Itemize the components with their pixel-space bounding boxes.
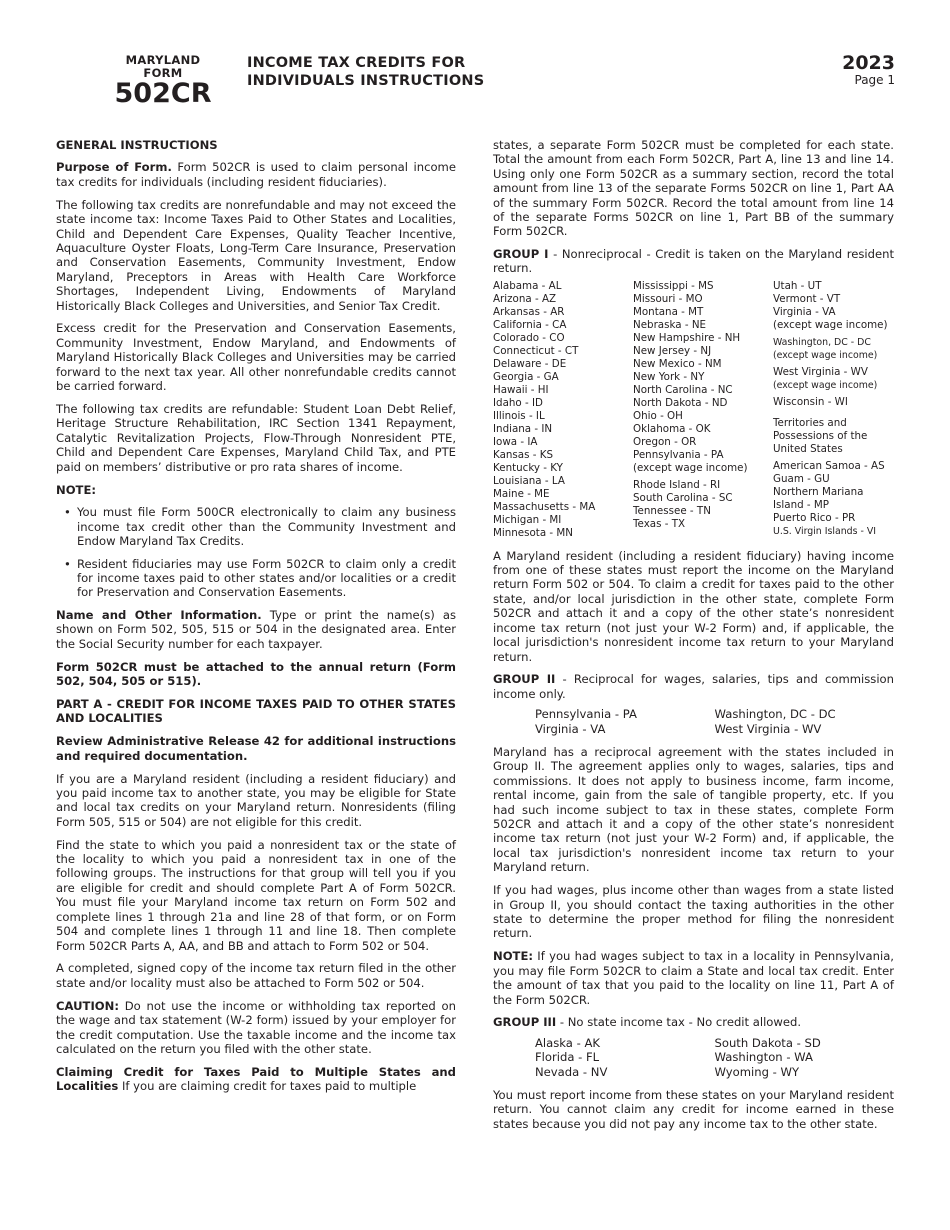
- page-title: [247, 55, 484, 90]
- state-item: South Carolina - SC: [633, 491, 733, 504]
- note-bullet: • Resident fiduciaries may use Form 502CR to claim only a credit for income taxes paid to other states and/or localities or a credit for Preservation and Conservation Easements.: [64, 557, 456, 600]
- caution-lead: CAUTION:: [56, 998, 119, 1013]
- state-item: Alaska - AK: [535, 1035, 600, 1050]
- form-word-label: FORM: [143, 65, 183, 80]
- page-number: Page 1: [854, 73, 895, 87]
- group-3-heading: [493, 1015, 894, 1029]
- state-item: Rhode Island - RI: [633, 478, 721, 491]
- group-2-text: - Reciprocal for wages, salaries, tips and commission income only.: [493, 672, 895, 701]
- state-item: Kansas - KS: [493, 448, 553, 461]
- state-item: California - CA: [493, 318, 567, 331]
- state-item: Connecticut - CT: [493, 344, 579, 357]
- group-1-column-2: [633, 280, 773, 540]
- form-state-label: MARYLAND: [125, 53, 201, 67]
- purpose-text: Form 502CR is used to claim personal income tax credits for individuals (including resident fiduciaries).: [56, 160, 456, 189]
- group-2-lead: GROUP II: [493, 672, 556, 687]
- state-note: (except wage income): [773, 349, 878, 361]
- state-item: Utah - UT: [773, 279, 822, 292]
- name-info-paragraph: [56, 608, 456, 651]
- find-state-paragraph: Find the state to which you paid a nonresident tax or the state of the locality to which you paid a nonresident tax in one of the following groups. The instructions for that group will tell you if you are eligible for credit and should complete Part A of Form 502CR. You must file your Maryland income tax return on Form 502 and complete lines 1 through 21a and line 28 of that form, or on Form 504 and complete lines 1 through 11 and line 18. Then complete Form 502CR Parts A, AA, and BB and attach to Form 502 or 504.: [56, 837, 456, 953]
- state-item: Washington, DC - DC: [714, 707, 836, 722]
- title-line-1: INCOME TAX CREDITS FOR: [247, 55, 466, 71]
- group-3-lead: GROUP III: [493, 1015, 557, 1030]
- state-item: Oklahoma - OK: [633, 422, 711, 435]
- refundable-paragraph: The following tax credits are refundable: Student Loan Debt Relief, Heritage Structure Rehabilitation, IRC Section 1341 Repayment, Catalytic Revitalization Projects, Flow-Through Nonresident PTE, Child and Dependent Care Expenses, Maryland Child Tax, and PTE paid on members’ distributive or pro rata shares of income.: [56, 402, 456, 474]
- purpose-paragraph: [56, 160, 456, 189]
- territories-heading-line: Possessions of the: [773, 429, 868, 442]
- group-1-paragraph: A Maryland resident (including a resident fiduciary) having income from one of these states must report the income on the Maryland return Form 502 or 504. To claim a credit for taxes paid to the other state, and/or local jurisdiction in the other state, complete Form 502CR and attach it and a copy of the other state’s nonresident income tax return (not just your W-2 Form) and, if applicable, the local jurisdiction's nonresident income tax return to your Maryland return.: [493, 548, 894, 664]
- state-note: (except wage income): [773, 318, 888, 331]
- state-item: Virginia - VA: [535, 721, 606, 736]
- state-item: North Dakota - ND: [633, 396, 728, 409]
- territory-item: Island - MP: [773, 498, 829, 511]
- state-note: (except wage income): [773, 379, 878, 391]
- state-item: West Virginia - WV: [714, 721, 822, 736]
- territory-item: U.S. Virgin Islands - VI: [773, 525, 877, 537]
- claiming-lead: Claiming Credit for Taxes Paid to Multiple States and Localities: [56, 1064, 456, 1094]
- state-item: Montana - MT: [633, 305, 704, 318]
- state-item: Indiana - IN: [493, 422, 553, 435]
- nonrefundable-paragraph: The following tax credits are nonrefundable and may not exceed the state income tax: Income Taxes Paid to Other States and Localities, Child and Dependent Care Expenses, Quality Teacher Incentive, Aquaculture Oyster Floats, Long-Term Care Insurance, Preservation and Conservation Easements, Community Investment, Endow Maryland, Preceptors in Areas with Health Care Workforce Shortages, Independent Living, Endowments of Maryland Historically Black Colleges and Universities, and Senior Tax Credit.: [56, 197, 456, 313]
- state-item: Florida - FL: [535, 1050, 600, 1065]
- group-1-column-1: [493, 280, 633, 540]
- tax-year-block: [842, 52, 895, 87]
- group-1-lead: GROUP I: [493, 246, 549, 261]
- territory-item: American Samoa - AS: [773, 459, 885, 472]
- state-item: Oregon - OR: [633, 435, 697, 448]
- state-item: West Virginia - WV: [773, 365, 868, 378]
- state-item: Washington, DC - DC: [773, 336, 871, 348]
- tax-year: 2023: [842, 52, 895, 74]
- pennsylvania-note: [493, 949, 894, 1007]
- state-item: Delaware - DE: [493, 357, 567, 370]
- name-info-text: Type or print the name(s) as shown on Form 502, 505, 515 or 504 in the designated area. Enter the Social Security number for each taxpayer.: [56, 607, 456, 651]
- state-item: Louisiana - LA: [493, 474, 565, 487]
- state-item: Pennsylvania - PA: [633, 448, 724, 461]
- state-item: Hawaii - HI: [493, 383, 549, 396]
- group-1-text: - Nonreciprocal - Credit is taken on the Maryland resident return.: [493, 246, 895, 276]
- form-identifier: [108, 54, 218, 109]
- multiple-states-continued: states, a separate Form 502CR must be completed for each state. Total the amount from each Form 502CR, Part A, line 13 and line 14. Using only one Form 502CR as a summary section, record the total amount from line 13 of the separate Forms 502CR on line 1, Part AA of the summary Form 502CR. Record the total amount from line 14 of the separate Forms 502CR on line 1, Part BB of the summary Form 502CR.: [493, 138, 894, 239]
- state-item: Mississippi - MS: [633, 279, 714, 292]
- state-item: Colorado - CO: [493, 331, 565, 344]
- attach-notice: Form 502CR must be attached to the annual return (Form 502, 504, 505 or 515).: [56, 659, 456, 688]
- state-item: Missouri - MO: [633, 292, 703, 305]
- state-item: South Dakota - SD: [714, 1035, 821, 1050]
- territories-heading-line: United States: [773, 442, 843, 455]
- state-item: Arkansas - AR: [493, 305, 565, 318]
- state-item: Wisconsin - WI: [773, 395, 848, 408]
- territory-item: Puerto Rico - PR: [773, 511, 856, 524]
- group-3-text: - No state income tax - No credit allowed.: [556, 1015, 802, 1030]
- group-1-column-3: [773, 280, 894, 540]
- territory-item: Guam - GU: [773, 472, 830, 485]
- review-notice: Review Administrative Release 42 for additional instructions and required documentation.: [56, 734, 456, 763]
- group-1-state-list: [493, 280, 894, 540]
- state-item: Kentucky - KY: [493, 461, 563, 474]
- state-item: Wyoming - WY: [714, 1064, 800, 1079]
- pennsylvania-note-text: If you had wages subject to tax in a locality in Pennsylvania, you may file Form 502CR to claim a State and local tax credit. Enter the amount of tax that you paid to the locality on line 11, Part A of the Form 502CR.: [493, 949, 894, 1007]
- state-item: New York - NY: [633, 370, 705, 383]
- resident-paragraph: If you are a Maryland resident (including a resident fiduciary) and you paid income tax to another state, you may be eligible for State and local tax credits on your Maryland return. Nonresidents (filing Form 505, 515 or 504) are not eligible for this credit.: [56, 771, 456, 829]
- state-item: Texas - TX: [633, 517, 686, 530]
- state-item: Arizona - AZ: [493, 292, 557, 305]
- state-item: Vermont - VT: [773, 292, 841, 305]
- caution-paragraph: [56, 999, 456, 1057]
- state-item: Idaho - ID: [493, 396, 543, 409]
- state-item: Minnesota - MN: [493, 526, 573, 539]
- group-3-paragraph: You must report income from these states on your Maryland resident return. You cannot claim any credit for income earned in these states because you did not pay any income tax to the other state.: [493, 1088, 894, 1131]
- state-item: North Carolina - NC: [633, 383, 733, 396]
- note-heading: NOTE:: [56, 482, 97, 497]
- state-item: Illinois - IL: [493, 409, 545, 422]
- note-bullet: • You must file Form 500CR electronically to claim any business income tax credit other than the Community Investment and Endow Maryland Tax Credits.: [64, 505, 456, 548]
- state-item: Massachusetts - MA: [493, 500, 596, 513]
- state-item: New Hampshire - NH: [633, 331, 741, 344]
- right-column: [493, 138, 894, 1140]
- group-2-state-list: [493, 707, 894, 736]
- title-line-2: INDIVIDUALS INSTRUCTIONS: [247, 72, 485, 89]
- state-item: Georgia - GA: [493, 370, 559, 383]
- territories-heading-line: Territories and: [773, 416, 847, 429]
- state-item: Alabama - AL: [493, 279, 562, 292]
- page-header: [0, 0, 950, 120]
- group-1-heading: [493, 247, 894, 276]
- state-item: Iowa - IA: [493, 435, 538, 448]
- name-info-lead: Name and Other Information.: [56, 607, 262, 622]
- pennsylvania-note-lead: NOTE:: [493, 949, 534, 964]
- excess-paragraph: Excess credit for the Preservation and Conservation Easements, Community Investment, Endow Maryland, and Endowments of Maryland Historically Black Colleges and Universities may be carried forward to the next tax year. All other nonrefundable credits cannot be carried forward.: [56, 321, 456, 394]
- part-a-heading: PART A - CREDIT FOR INCOME TAXES PAID TO OTHER STATES AND LOCALITIES: [56, 696, 456, 726]
- state-item: Virginia - VA: [773, 305, 836, 318]
- state-item: Maine - ME: [493, 487, 550, 500]
- state-item: Tennessee - TN: [633, 504, 711, 517]
- group-2-paragraph: Maryland has a reciprocal agreement with the states included in Group II. The agreement applies only to wages, salaries, tips and commissions. It does not apply to business income, farm income, rental income, gain from the sale of tangible property, etc. If you had such income subject to tax in these states, complete Form 502CR and attach it and a copy of the other state’s nonresident income tax return (not just your W-2 Form) and, if applicable, the local tax jurisdiction's nonresident income tax return to your Maryland return.: [493, 745, 894, 875]
- completed-copy-paragraph: A completed, signed copy of the income tax return filed in the other state and/or locality must also be attached to Form 502 or 504.: [56, 961, 456, 990]
- form-number: 502CR: [114, 78, 212, 109]
- general-instructions-heading: GENERAL INSTRUCTIONS: [56, 138, 218, 152]
- state-item: Nebraska - NE: [633, 318, 707, 331]
- purpose-lead: Purpose of Form.: [56, 160, 172, 175]
- state-item: Washington - WA: [714, 1050, 813, 1065]
- claiming-text: If you are claiming credit for taxes paid to multiple: [118, 1079, 417, 1094]
- state-note: (except wage income): [633, 461, 748, 474]
- left-column: [56, 138, 456, 1102]
- territory-item: Northern Mariana: [773, 485, 864, 498]
- state-item: Ohio - OH: [633, 409, 683, 422]
- state-item: New Jersey - NJ: [633, 344, 712, 357]
- state-item: New Mexico - NM: [633, 357, 722, 370]
- caution-text: Do not use the income or withholding tax reported on the wage and tax statement (W-2 form) issued by your employer for the credit computation. Use the taxable income and the income tax calculated on the return you filed with the other state.: [56, 998, 456, 1056]
- state-item: Pennsylvania - PA: [535, 707, 637, 722]
- state-item: Michigan - MI: [493, 513, 562, 526]
- group-3-state-list: [493, 1036, 894, 1079]
- state-item: Nevada - NV: [535, 1064, 608, 1079]
- claiming-paragraph: [56, 1065, 456, 1094]
- group-2-heading: [493, 672, 894, 701]
- note-bullet-list: [64, 505, 456, 599]
- group-2-paragraph-2: If you had wages, plus income other than wages from a state listed in Group II, you should contact the taxing authorities in the other state to determine the proper method for filing the nonresident return.: [493, 883, 894, 941]
